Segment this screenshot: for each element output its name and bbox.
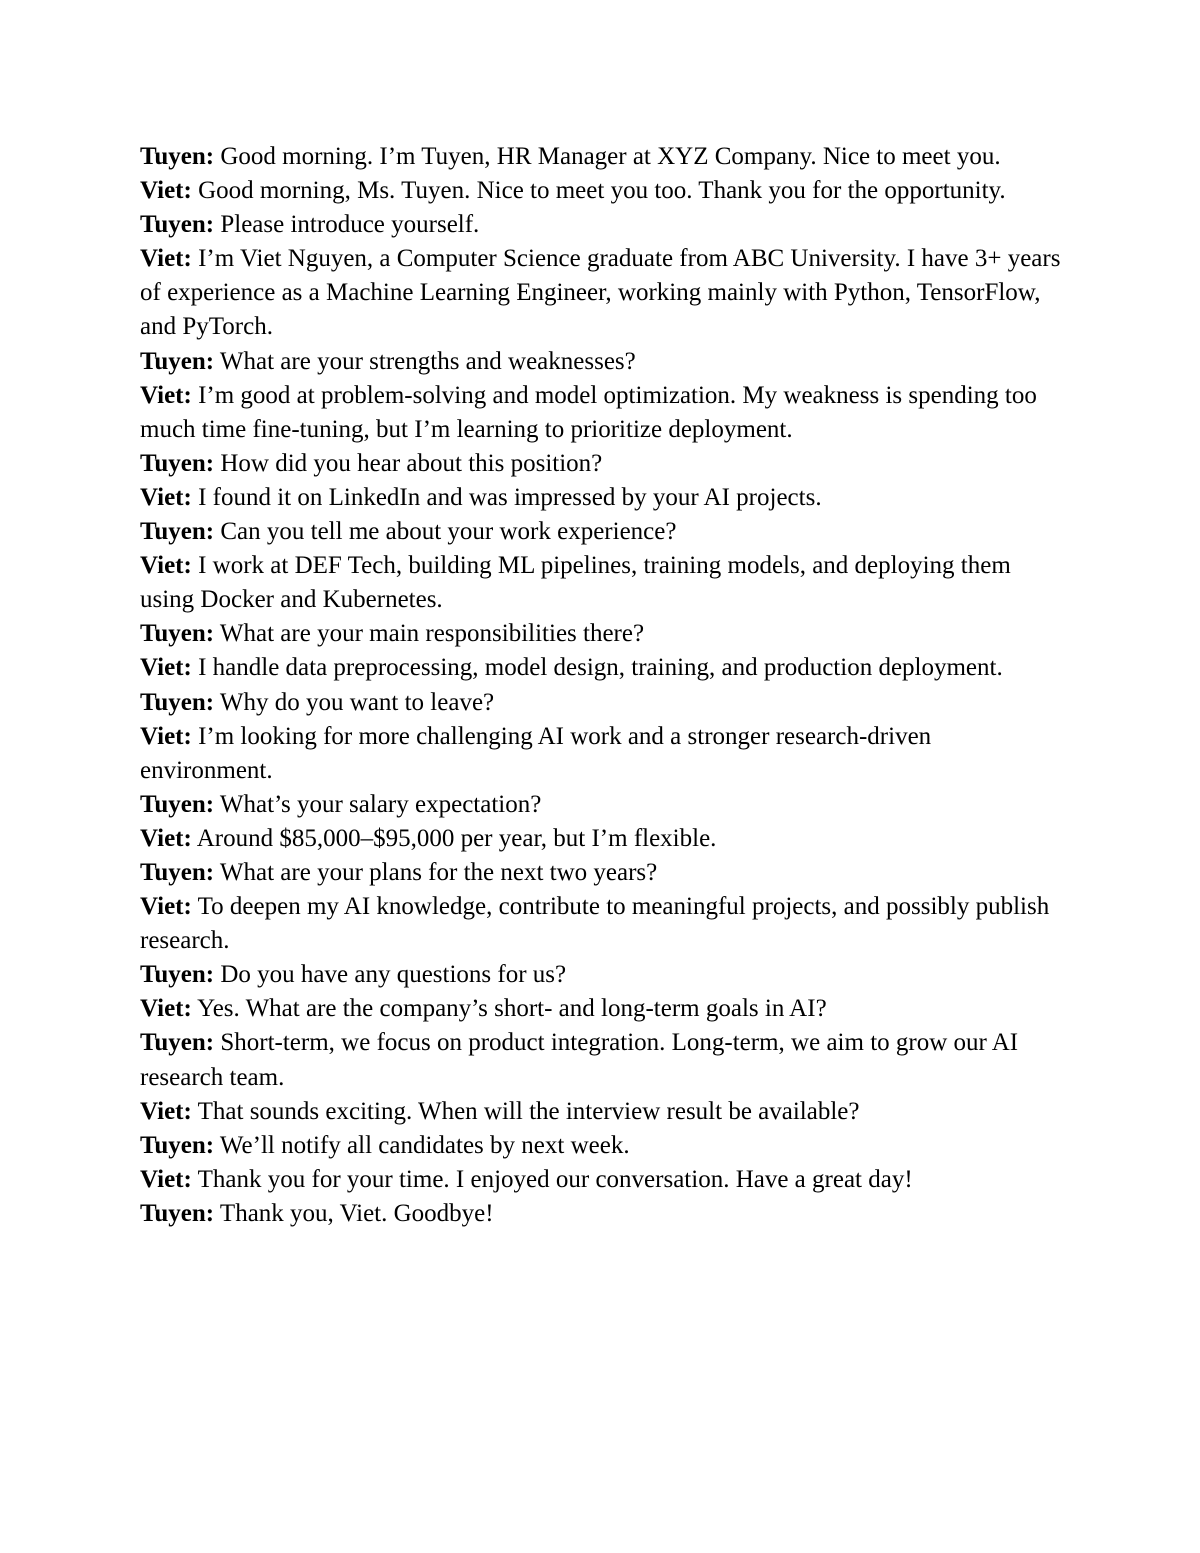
speaker-name: Tuyen: <box>140 143 215 170</box>
speaker-name: Tuyen: <box>140 211 215 239</box>
interview-transcript <box>140 140 1065 1231</box>
speaker-name: Tuyen: <box>140 1029 215 1057</box>
dialogue-line <box>140 447 1065 481</box>
dialogue-line <box>140 890 1065 958</box>
speaker-name: Viet: <box>140 177 192 205</box>
dialogue-text: We’ll notify all candidates by next week. <box>219 1131 630 1159</box>
speaker-name: Tuyen: <box>140 790 215 818</box>
dialogue-line <box>140 481 1065 515</box>
speaker-name: Viet: <box>140 722 192 750</box>
dialogue-line <box>140 174 1065 208</box>
speaker-name: Viet: <box>140 1097 192 1125</box>
speaker-name: Viet: <box>140 552 192 580</box>
dialogue-line <box>140 720 1065 788</box>
dialogue-text: Please introduce yourself. <box>220 211 480 239</box>
dialogue-line <box>140 549 1065 617</box>
dialogue-text: I’m Viet Nguyen, a Computer Science graduate from ABC University. I have 3+ years of experience as a Machine Learning Engineer, working mainly with Python, TensorFlow, and PyTorch. <box>140 245 1061 341</box>
speaker-name: Viet: <box>140 654 192 682</box>
dialogue-text: Yes. What are the company’s short- and long-term goals in AI? <box>197 995 827 1023</box>
speaker-name: Viet: <box>140 245 192 273</box>
dialogue-text: To deepen my AI knowledge, contribute to meaningful projects, and possibly publish research. <box>140 893 1050 955</box>
dialogue-text: I handle data preprocessing, model design, training, and production deployment. <box>198 654 1003 682</box>
dialogue-line <box>140 1129 1065 1163</box>
dialogue-text: Can you tell me about your work experience? <box>220 518 677 546</box>
dialogue-text: What are your strengths and weaknesses? <box>219 347 636 375</box>
dialogue-text: Around $85,000–$95,000 per year, but I’m flexible. <box>196 824 717 852</box>
dialogue-text: That sounds exciting. When will the interview result be available? <box>197 1097 860 1125</box>
dialogue-line <box>140 242 1065 344</box>
speaker-name: Viet: <box>140 483 192 511</box>
speaker-name: Viet: <box>140 381 192 409</box>
speaker-name: Tuyen: <box>140 688 215 716</box>
dialogue-line <box>140 345 1065 379</box>
dialogue-line <box>140 208 1065 242</box>
dialogue-text: Good morning. I’m Tuyen, HR Manager at XYZ Company. Nice to meet you. <box>220 143 1001 170</box>
dialogue-line <box>140 856 1065 890</box>
dialogue-line <box>140 1163 1065 1197</box>
dialogue-text: What’s your salary expectation? <box>219 790 542 818</box>
speaker-name: Tuyen: <box>140 858 215 886</box>
dialogue-text: Thank you, Viet. Goodbye! <box>219 1199 494 1227</box>
speaker-name: Tuyen: <box>140 1131 215 1159</box>
dialogue-text: Thank you for your time. I enjoyed our conversation. Have a great day! <box>197 1165 913 1193</box>
speaker-name: Tuyen: <box>140 449 215 477</box>
speaker-name: Tuyen: <box>140 518 215 546</box>
dialogue-text: I work at DEF Tech, building ML pipelines, training models, and deploying them using Docker and Kubernetes. <box>140 552 1011 614</box>
speaker-name: Viet: <box>140 824 192 852</box>
dialogue-text: Do you have any questions for us? <box>220 961 567 989</box>
speaker-name: Tuyen: <box>140 347 215 375</box>
dialogue-line <box>140 379 1065 447</box>
speaker-name: Viet: <box>140 995 192 1023</box>
dialogue-line <box>140 617 1065 651</box>
dialogue-text: I’m good at problem-solving and model optimization. My weakness is spending too much time fine-tuning, but I’m learning to prioritize deployment. <box>140 381 1037 443</box>
dialogue-line <box>140 788 1065 822</box>
speaker-name: Viet: <box>140 893 192 921</box>
speaker-name: Tuyen: <box>140 961 215 989</box>
dialogue-line <box>140 140 1065 174</box>
dialogue-text: Why do you want to leave? <box>219 688 495 716</box>
dialogue-line <box>140 686 1065 720</box>
dialogue-line <box>140 1095 1065 1129</box>
speaker-name: Tuyen: <box>140 1199 215 1227</box>
dialogue-line <box>140 958 1065 992</box>
dialogue-text: How did you hear about this position? <box>220 449 603 477</box>
dialogue-text: Good morning, Ms. Tuyen. Nice to meet you too. Thank you for the opportunity. <box>198 177 1006 205</box>
speaker-name: Tuyen: <box>140 620 215 648</box>
dialogue-line <box>140 1197 1065 1231</box>
dialogue-text: Short-term, we focus on product integration. Long-term, we aim to grow our AI research team. <box>140 1029 1019 1091</box>
dialogue-text: I found it on LinkedIn and was impressed by your AI projects. <box>198 483 822 511</box>
dialogue-line <box>140 651 1065 685</box>
dialogue-text: I’m looking for more challenging AI work and a stronger research-driven environment. <box>140 722 932 784</box>
dialogue-line <box>140 1026 1065 1094</box>
dialogue-line <box>140 992 1065 1026</box>
dialogue-text: What are your main responsibilities there? <box>219 620 645 648</box>
speaker-name: Viet: <box>140 1165 192 1193</box>
dialogue-line <box>140 515 1065 549</box>
dialogue-line <box>140 822 1065 856</box>
dialogue-text: What are your plans for the next two years? <box>219 858 658 886</box>
